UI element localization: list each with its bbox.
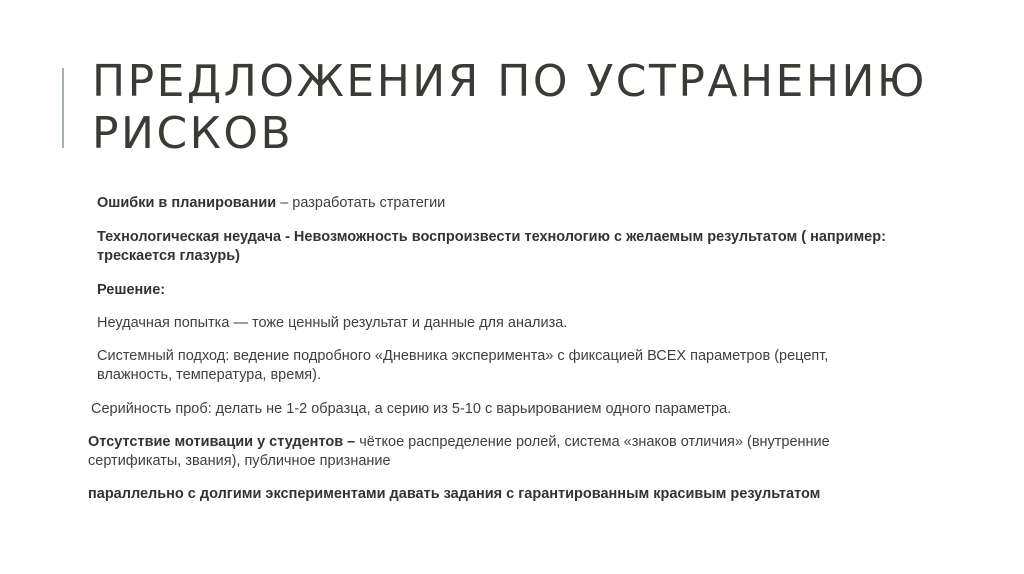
paragraph-tech-failure bbox=[97, 228, 887, 266]
paragraph-bold: Технологическая неудача - Невозможность воспроизвести технологию с желаемым результатом ( например: трескается глазурь) bbox=[97, 229, 886, 264]
paragraph-failed-attempt bbox=[97, 314, 897, 333]
paragraph-text: Системный подход: ведение подробного «Дневника эксперимента» с фиксацией ВСЕХ параметров (рецепт, влажность, температура, время). bbox=[97, 348, 829, 383]
paragraph-system-approach bbox=[97, 347, 897, 385]
paragraph-bold: Решение: bbox=[97, 282, 166, 298]
paragraph-bold: Ошибки в планировании bbox=[97, 195, 277, 211]
paragraph-solution-heading bbox=[97, 281, 897, 300]
paragraph-text: – разработать стратегии bbox=[276, 195, 446, 211]
paragraph-text: Неудачная попытка — тоже ценный результат и данные для анализа. bbox=[97, 315, 568, 331]
paragraph-text: Серийность проб: делать не 1-2 образца, а серию из 5-10 с варьированием одного параметра. bbox=[91, 401, 732, 417]
paragraph-parallel-tasks bbox=[88, 485, 948, 504]
paragraph-bold: Отсутствие мотивации у студентов – bbox=[88, 434, 356, 450]
paragraph-serial-samples bbox=[91, 400, 901, 419]
paragraph-text: чёткое распределение ролей, система «знаков отличия» (внутренние сертификаты, звания), публичное признание bbox=[88, 434, 830, 469]
paragraph-planning bbox=[97, 194, 897, 213]
paragraph-bold: параллельно с долгими экспериментами давать задания с гарантированным красивым результатом bbox=[88, 486, 821, 502]
paragraph-motivation bbox=[88, 433, 888, 471]
slide-title: ПРЕДЛОЖЕНИЯ ПО УСТРАНЕНИЮ РИСКОВ bbox=[92, 56, 927, 159]
